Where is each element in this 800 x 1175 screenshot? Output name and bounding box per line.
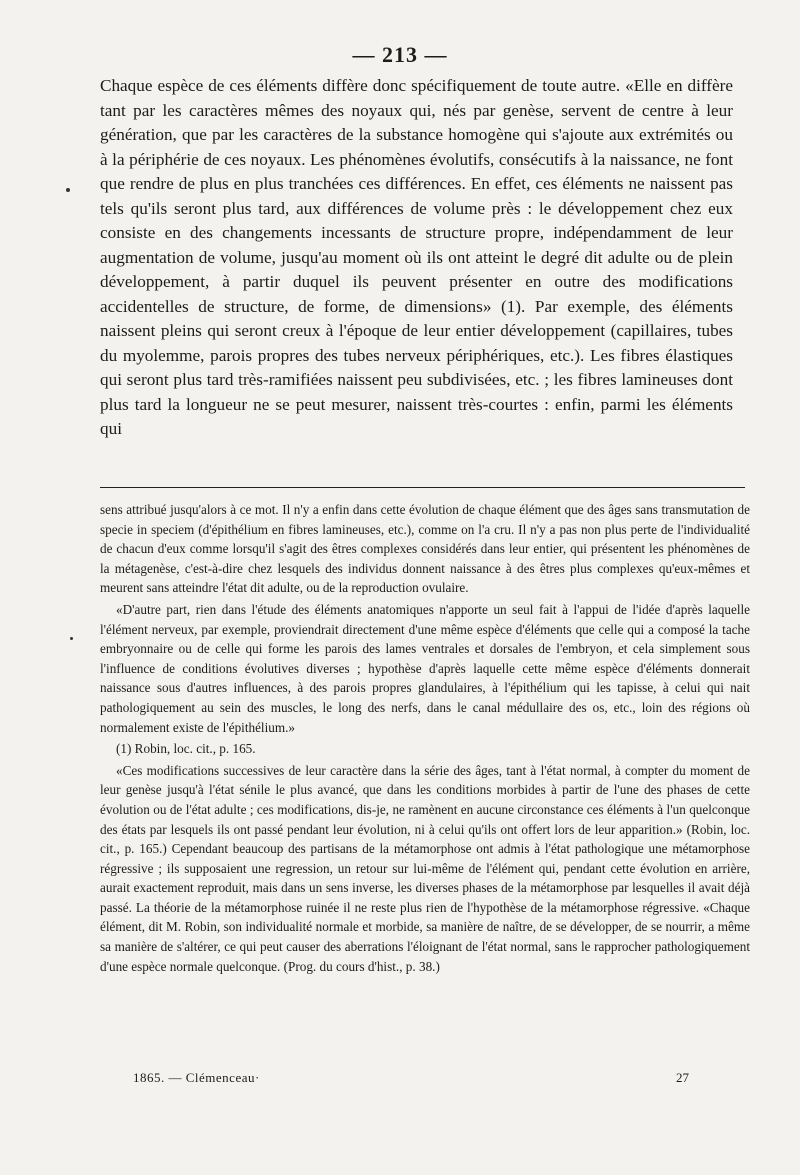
main-text bbox=[100, 74, 733, 442]
footer-imprint: 1865. — Clémenceau· bbox=[133, 1070, 260, 1085]
footnote-quote: «D'autre part, rien dans l'étude des éléments anatomiques n'apporte un seul fait à l'appui de l'idée d'après laquelle l'élément nerveux, par exemple, proviendrait directement d'une même espèce d'éléments que celle qui a composé la tache embryonnaire ou de celle qui forme les parois des lames ventrales et dorsales de l'embryon, et cela simplement sous l'influence de conditions évolutives diverses ; hypothèse d'après laquelle cette même espèce d'éléments donnerait naissance sous d'autres influences, à des parois propres glandulaires, à l'épithélium qui les tapisse, à celui qui nait pathologiquement au sein des muscles, le long des nerfs, dans le canal médullaire des os, etc., loin des régions où normalement existe de l'épithélium.» bbox=[100, 601, 750, 735]
footnote-reference: (1) Robin, loc. cit., p. 165. bbox=[116, 741, 256, 757]
page-number: — 213 — bbox=[352, 42, 448, 67]
footnote-divider bbox=[100, 487, 745, 488]
footnote-continuation: sens attribué jusqu'alors à ce mot. Il n'y a enfin dans cette évolution de chaque élément que des âges sans transmutation de specie in speciem (d'épithélium en fibres lamineuses, etc.), comme on l'a cru. Il n'y a pas non plus perte de l'individualité de chacun d'eux comme lorsqu'il s'agit des êtres complexes considérés dans leur entier, qui présentent les phénomènes de la métagenèse, c'est-à-dire chez lesquels des individus donnent naissance à des êtres plus complexes qu'eux-mêmes et meurent sans atteindre l'état dit adulte, ou de la reproduction ovulaire. bbox=[100, 502, 750, 596]
margin-dot bbox=[66, 188, 70, 192]
margin-dot bbox=[70, 637, 73, 640]
main-paragraph: Chaque espèce de ces éléments diffère donc spécifiquement de toute autre. «Elle en diffère tant par les caractères mêmes des noyaux qui, nés par genèse, servent de centre à leur génération, que par les caractères de la substance homogène qui s'ajoute aux extrémités ou à la périphérie de ces noyaux. Les phénomènes évolutifs, consécutifs à la naissance, ne font que rendre de plus en plus tranchées ces différences. En effet, ces éléments ne naissent pas tels qu'ils seront plus tard, aux différences de volume près : le développement chez eux consiste en des changements incessants de structure propre, indépendamment de leur augmentation de volume, jusqu'au moment où ils ont atteint le degré dit adulte ou de plein développement, à partir duquel ils peuvent présenter en outre des modifications accidentelles de structure, de forme, de dimensions» (1). Par exemple, des éléments naissent pleins qui seront creux à l'époque de leur entier développement (capillaires, tubes du myolemme, parois propres des tubes nerveux périphériques, etc.). Les fibres élastiques qui seront plus tard très-ramifiées naissent peu subdivisées, etc. ; les fibres lamineuses dont plus tard la longueur ne se peut mesurer, naissent très-courtes : enfin, parmi les éléments qui bbox=[100, 76, 733, 438]
footer-signature-number: 27 bbox=[676, 1070, 689, 1085]
footnotes bbox=[100, 500, 750, 978]
footnote-modifications: «Ces modifications successives de leur caractère dans la série des âges, tant à l'état normal, à compter du moment de leur genèse jusqu'à l'état sénile le plus avancé, que dans les conditions morbides à partir de l'une des phases de cette évolution ou de l'état adulte ; ces modifications, dis-je, ne ramènent en aucune circonstance ces éléments à l'un quelconque des états par lesquels ils ont passé pendant leur évolution, ni à celui qu'ils ont offert lors de leur apparition.» (Robin, loc. cit., p. 165.) Cependant beaucoup des partisans de la métamorphose ont admis à l'état pathologique une métamorphose régressive ; ils supposaient une regression, un retour sur lui-même de l'élément qui, pendant cette évolution en arrière, aurait exactement reproduit, mais dans un sens inverse, les diverses phases de la métamorphose par lesquelles il avait déjà passé. La théorie de la métamorphose ruinée il ne reste plus rien de l'hypothèse de la métamorphose régressive. «Chaque élément, dit M. Robin, son individualité normale et morbide, sa manière de naître, de se développer, de se nourrir, a même sa manière de s'altérer, ce qui peut causer des aberrations l'éloignant de l'état normal, sans le rapprocher pathologiquement d'une espèce normale quelconque. (Prog. du cours d'hist., p. 38.) bbox=[100, 762, 750, 974]
